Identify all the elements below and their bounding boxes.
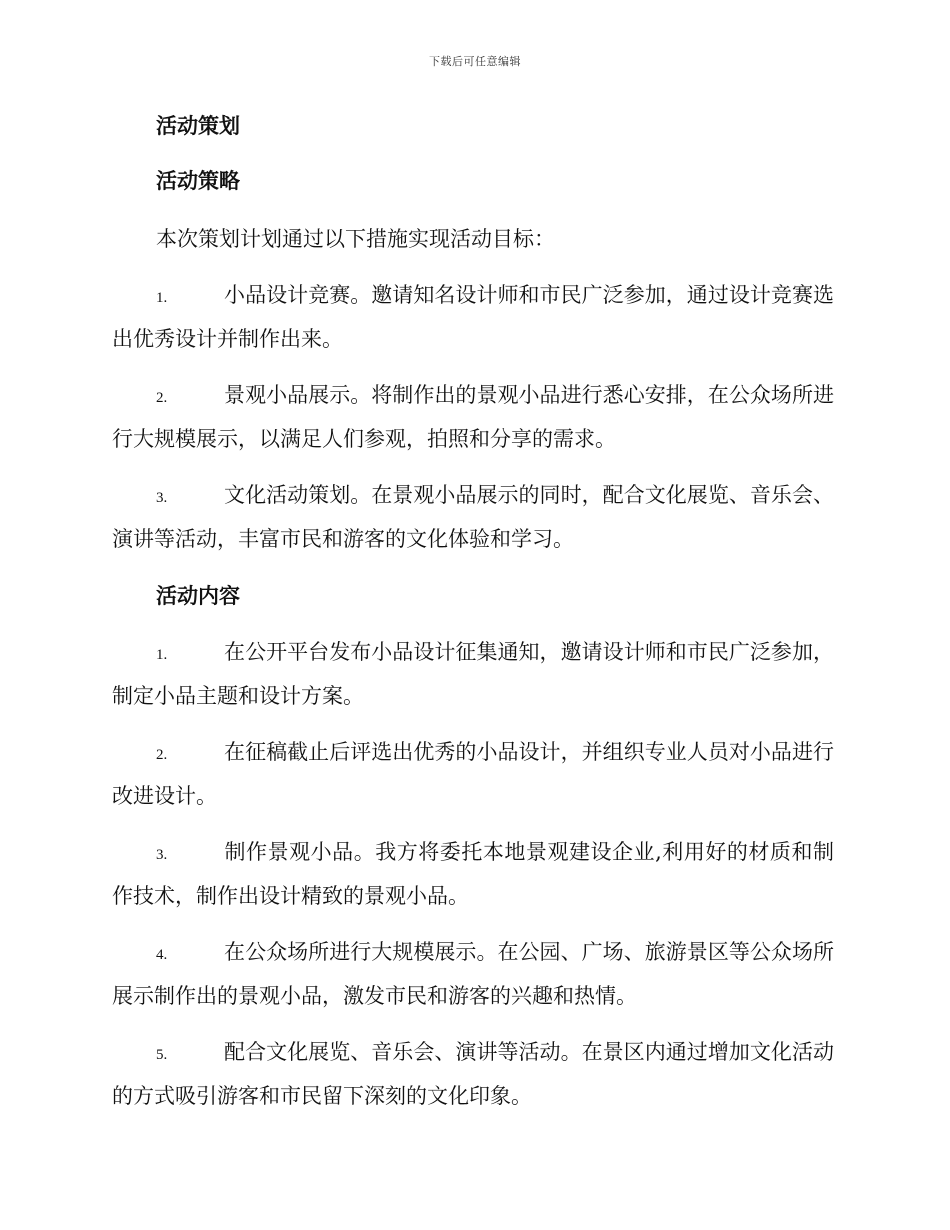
list-text: 在公开平台发布小品设计征集通知，邀请设计师和市民广泛参加，制定小品主题和设计方案。	[112, 640, 834, 708]
list-number: 1.	[156, 647, 168, 663]
list-text: 制作景观小品。我方将委托本地景观建设企业,利用好的材质和制作技术，制作出设计精致的景观小品。	[112, 840, 834, 908]
list-number: 2.	[156, 747, 168, 763]
list-number: 5.	[156, 1047, 168, 1063]
strategy-item-1	[112, 275, 834, 360]
content-item-2	[112, 732, 834, 817]
strategy-item-2	[112, 375, 834, 460]
list-text: 配合文化展览、音乐会、演讲等活动。在景区内通过增加文化活动的方式吸引游客和市民留下深刻的文化印象。	[112, 1040, 834, 1108]
header-note: 下载后可任意编辑	[429, 55, 521, 68]
list-text: 文化活动策划。在景观小品展示的同时，配合文化展览、音乐会、演讲等活动，丰富市民和游客的文化体验和学习。	[112, 483, 834, 551]
strategy-intro: 本次策划计划通过以下措施实现活动目标：	[156, 227, 555, 251]
content-heading: 活动内容	[156, 583, 240, 608]
content-item-3	[112, 832, 834, 917]
list-text: 在公众场所进行大规模展示。在公园、广场、旅游景区等公众场所展示制作出的景观小品，激发市民和游客的兴趣和热情。	[112, 940, 834, 1008]
list-text: 景观小品展示。将制作出的景观小品进行悉心安排，在公众场所进行大规模展示，以满足人们参观，拍照和分享的需求。	[112, 383, 834, 451]
list-number: 4.	[156, 947, 168, 963]
content-item-5	[112, 1032, 834, 1117]
section-title: 活动策划	[156, 113, 240, 138]
strategy-heading: 活动策略	[156, 168, 240, 193]
content-item-1	[112, 632, 834, 717]
document-body	[112, 110, 834, 1132]
strategy-item-3	[112, 475, 834, 560]
list-number: 3.	[156, 847, 168, 863]
list-text: 小品设计竞赛。邀请知名设计师和市民广泛参加，通过设计竞赛选出优秀设计并制作出来。	[112, 283, 834, 351]
list-text: 在征稿截止后评选出优秀的小品设计，并组织专业人员对小品进行改进设计。	[112, 740, 834, 808]
content-item-4	[112, 932, 834, 1017]
list-number: 3.	[156, 490, 168, 506]
list-number: 2.	[156, 390, 168, 406]
list-number: 1.	[156, 290, 168, 306]
